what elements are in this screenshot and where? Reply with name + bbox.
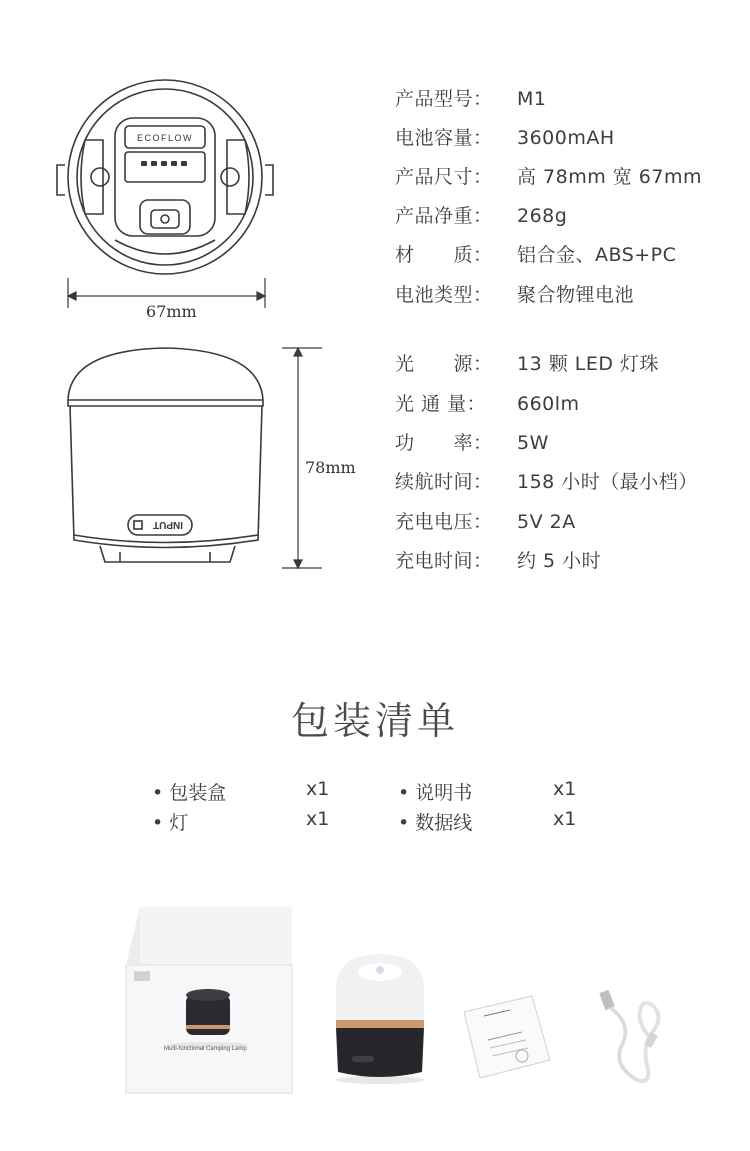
packing-list-title: 包装清单 xyxy=(290,699,459,743)
spec-row: 产品尺寸： 高 78mm 宽 67mm xyxy=(395,166,703,188)
manual-image xyxy=(462,994,552,1084)
packing-qty: x1 xyxy=(553,778,577,800)
top-view-drawing xyxy=(55,70,285,330)
packing-item: • 包装盒 xyxy=(152,782,227,804)
box-model-label: M1 xyxy=(136,967,146,974)
spec-row: 电池容量： 3600mAH xyxy=(395,127,615,149)
spec-row: 光 源： 13 颗 LED 灯珠 xyxy=(395,353,660,375)
input-port-label: INPUT xyxy=(153,519,183,530)
spec-row: 产品型号： M1 xyxy=(395,88,547,110)
spec-row: 充电时间： 约 5 小时 xyxy=(395,550,602,572)
box-caption: Multi-functional Camping Lamp xyxy=(164,1046,247,1052)
packaging-box-image xyxy=(120,905,300,1095)
spec-row: 产品净重： 268g xyxy=(395,205,568,227)
packing-qty: x1 xyxy=(306,778,330,800)
height-dimension: 78mm xyxy=(305,458,356,477)
packing-item: • 数据线 xyxy=(398,812,473,834)
spec-row: 材 质： 铝合金、ABS+PC xyxy=(395,244,677,266)
spec-row: 功 率： 5W xyxy=(395,432,549,454)
brand-logo: ECOFLOW xyxy=(136,133,194,143)
camping-lamp-image xyxy=(330,952,430,1084)
side-view-drawing xyxy=(60,340,340,580)
packing-item: • 灯 xyxy=(152,812,189,834)
spec-row: 电池类型： 聚合物锂电池 xyxy=(395,284,635,306)
usb-cable-image xyxy=(592,985,672,1090)
width-dimension: 67mm xyxy=(146,302,197,321)
spec-row: 充电电压： 5V 2A xyxy=(395,511,576,533)
spec-row: 续航时间： 158 小时（最小档） xyxy=(395,471,698,493)
spec-row: 光 通 量： 660lm xyxy=(395,393,580,415)
packing-qty: x1 xyxy=(306,808,330,830)
packing-qty: x1 xyxy=(553,808,577,830)
packing-item: • 说明书 xyxy=(398,782,473,804)
